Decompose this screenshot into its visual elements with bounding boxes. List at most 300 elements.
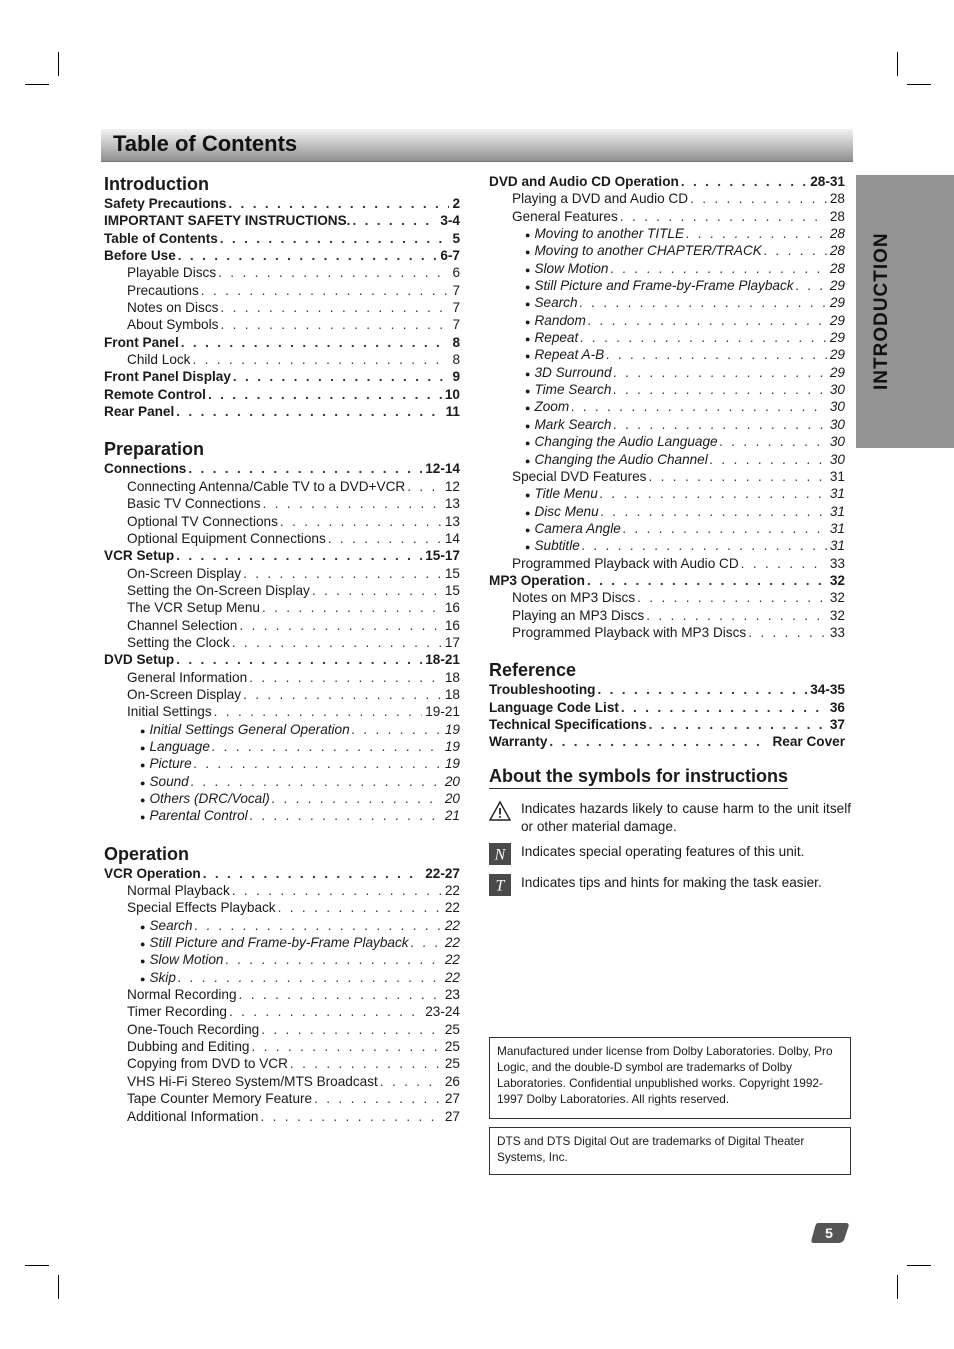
dot-leader bbox=[612, 416, 827, 433]
dot-leader bbox=[201, 865, 423, 882]
note-n-icon bbox=[489, 843, 511, 865]
toc-entry[interactable] bbox=[104, 634, 460, 651]
toc-entry-page: 22 bbox=[444, 935, 460, 951]
toc-entry-title: VHS Hi-Fi Stereo System/MTS Broadcast bbox=[127, 1073, 378, 1089]
dot-leader bbox=[646, 468, 826, 485]
toc-entry-title-wrap bbox=[489, 716, 647, 733]
toc-entry[interactable] bbox=[104, 351, 460, 368]
toc-entry[interactable] bbox=[104, 899, 460, 916]
toc-entry-title: Language bbox=[149, 738, 210, 754]
toc-entry-title-wrap bbox=[512, 607, 644, 624]
toc-entry-page: 18-21 bbox=[425, 652, 460, 668]
toc-entry-title-wrap bbox=[140, 951, 223, 968]
toc-entry[interactable] bbox=[104, 651, 460, 668]
toc-entry-page: 22 bbox=[444, 883, 460, 899]
toc-entry-page: 36 bbox=[829, 699, 845, 715]
dot-leader bbox=[644, 607, 827, 624]
toc-entry[interactable] bbox=[104, 478, 460, 495]
dot-leader bbox=[179, 334, 450, 351]
toc-entry[interactable] bbox=[489, 190, 845, 207]
toc-entry[interactable] bbox=[104, 247, 460, 264]
toc-entry-title-wrap bbox=[127, 582, 310, 599]
dot-leader bbox=[241, 686, 442, 703]
toc-entry-title-wrap bbox=[127, 634, 230, 651]
toc-entry-page: 32 bbox=[829, 590, 845, 606]
toc-entry-title: Changing the Audio Channel bbox=[534, 451, 708, 467]
toc-entry[interactable] bbox=[489, 451, 845, 468]
toc-entry-title-wrap bbox=[489, 681, 595, 698]
dot-leader bbox=[679, 173, 807, 190]
toc-entry-title: Mark Search bbox=[534, 416, 612, 432]
toc-entry-page: 8 bbox=[452, 352, 460, 368]
dot-leader bbox=[190, 351, 449, 368]
toc-entry[interactable] bbox=[104, 599, 460, 616]
dot-leader bbox=[247, 669, 442, 686]
toc-entry-page: 6-7 bbox=[440, 248, 460, 264]
toc-entry-title: Search bbox=[534, 295, 578, 311]
toc-entry-title-wrap bbox=[127, 513, 278, 530]
tip-t-icon bbox=[489, 874, 511, 896]
toc-entry[interactable] bbox=[104, 212, 460, 229]
toc-entry[interactable] bbox=[489, 607, 845, 624]
toc-entry-page: 30 bbox=[829, 416, 845, 432]
dot-leader bbox=[218, 299, 449, 316]
toc-entry-title-wrap bbox=[525, 260, 608, 277]
dot-leader bbox=[585, 572, 827, 589]
toc-entry-title: Search bbox=[149, 917, 193, 933]
dts-notice: DTS and DTS Digital Out are trademarks of Digital Theater Systems, Inc. bbox=[489, 1127, 851, 1175]
toc-entry-title: Safety Precautions bbox=[104, 196, 227, 211]
toc-entry[interactable] bbox=[104, 1003, 460, 1020]
toc-entry[interactable] bbox=[104, 807, 460, 824]
toc-entry[interactable] bbox=[489, 329, 845, 346]
toc-entry-title: Remote Control bbox=[104, 386, 206, 402]
svg-text:N: N bbox=[494, 846, 506, 864]
toc-entry-page: 37 bbox=[829, 716, 845, 732]
toc-entry-title: Still Picture and Frame-by-Frame Playback bbox=[534, 278, 794, 294]
toc-entry-title-wrap bbox=[140, 755, 192, 772]
toc-entry-page: 32 bbox=[829, 572, 845, 588]
toc-entry[interactable] bbox=[104, 1055, 460, 1072]
toc-entry[interactable] bbox=[104, 368, 460, 385]
bullet-icon: ● bbox=[140, 812, 146, 823]
crop-mark bbox=[907, 84, 931, 85]
toc-entry-title-wrap bbox=[127, 986, 237, 1003]
toc-entry[interactable] bbox=[489, 555, 845, 572]
toc-entry[interactable] bbox=[489, 277, 845, 294]
toc-entry[interactable] bbox=[104, 264, 460, 281]
toc-entry-title: Before Use bbox=[104, 248, 176, 264]
bullet-icon: ● bbox=[525, 351, 531, 362]
toc-entry[interactable] bbox=[104, 403, 460, 420]
toc-entry-title-wrap bbox=[512, 589, 635, 606]
toc-entry-page: 30 bbox=[829, 399, 845, 415]
bullet-icon: ● bbox=[525, 403, 531, 414]
bullet-icon: ● bbox=[140, 973, 146, 984]
toc-entry[interactable] bbox=[104, 882, 460, 899]
dot-leader bbox=[608, 260, 826, 277]
dot-leader bbox=[684, 225, 827, 242]
toc-entry[interactable] bbox=[489, 733, 845, 750]
toc-entry-page: 10 bbox=[444, 386, 460, 402]
toc-entry[interactable] bbox=[104, 738, 460, 755]
dot-leader bbox=[326, 530, 442, 547]
toc-entry-page: 15-17 bbox=[425, 548, 460, 564]
toc-entry[interactable] bbox=[104, 316, 460, 333]
toc-entry-title-wrap bbox=[525, 346, 604, 363]
toc-entry-page: 12 bbox=[444, 478, 460, 494]
toc-entry[interactable] bbox=[104, 917, 460, 934]
toc-entry[interactable] bbox=[489, 225, 845, 242]
toc-entry-page: 12-14 bbox=[425, 461, 460, 477]
section-gap bbox=[104, 825, 460, 843]
toc-entry[interactable] bbox=[104, 282, 460, 299]
toc-entry[interactable] bbox=[104, 617, 460, 634]
dot-leader bbox=[260, 599, 442, 616]
toc-entry[interactable] bbox=[489, 520, 845, 537]
toc-entry[interactable] bbox=[489, 416, 845, 433]
dot-leader bbox=[794, 277, 827, 294]
page-title: Table of Contents bbox=[113, 131, 298, 156]
dot-leader bbox=[405, 478, 442, 495]
toc-entry-title-wrap bbox=[525, 451, 708, 468]
toc-entry-page: 29 bbox=[829, 330, 845, 346]
dot-leader bbox=[230, 634, 442, 651]
dot-leader bbox=[258, 1108, 441, 1125]
bullet-icon: ● bbox=[140, 742, 146, 753]
toc-entry-title: Copying from DVD to VCR bbox=[127, 1056, 288, 1072]
toc-entry[interactable] bbox=[489, 468, 845, 485]
toc-entry[interactable] bbox=[104, 334, 460, 351]
bullet-icon: ● bbox=[525, 490, 531, 501]
toc-entry[interactable] bbox=[489, 681, 845, 698]
toc-entry-title: Changing the Audio Language bbox=[534, 434, 718, 450]
toc-entry-page: 19 bbox=[444, 721, 460, 737]
toc-entry-title: Still Picture and Frame-by-Frame Playback bbox=[149, 935, 409, 951]
crop-mark bbox=[58, 1275, 59, 1299]
toc-entry[interactable] bbox=[489, 260, 845, 277]
toc-entry-title-wrap bbox=[104, 334, 179, 351]
dot-leader bbox=[310, 582, 442, 599]
toc-entry-title: One-Touch Recording bbox=[127, 1021, 260, 1037]
toc-entry[interactable] bbox=[104, 986, 460, 1003]
crop-mark bbox=[897, 1275, 898, 1299]
toc-entry[interactable] bbox=[104, 951, 460, 968]
toc-entry[interactable] bbox=[104, 669, 460, 686]
toc-entry-title-wrap bbox=[525, 242, 762, 259]
dot-leader bbox=[176, 247, 438, 264]
toc-entry-page: 6 bbox=[452, 265, 460, 281]
toc-entry[interactable] bbox=[104, 703, 460, 720]
bullet-icon: ● bbox=[525, 524, 531, 535]
toc-entry[interactable] bbox=[104, 195, 460, 212]
toc-entry[interactable] bbox=[489, 537, 845, 554]
toc-entry-page: 28 bbox=[829, 191, 845, 207]
dot-leader bbox=[174, 547, 422, 564]
toc-entry[interactable] bbox=[104, 230, 460, 247]
dot-leader bbox=[578, 294, 827, 311]
toc-entry-title: Technical Specifications bbox=[489, 716, 647, 732]
toc-entry-page: 31 bbox=[829, 503, 845, 519]
bullet-icon: ● bbox=[525, 368, 531, 379]
toc-entry-title: Time Search bbox=[534, 382, 612, 398]
dot-leader bbox=[210, 738, 442, 755]
toc-entry[interactable] bbox=[489, 364, 845, 381]
toc-entry[interactable] bbox=[104, 1021, 460, 1038]
section-heading: Operation bbox=[104, 843, 190, 864]
toc-entry-page: 26 bbox=[444, 1073, 460, 1089]
toc-entry-title: Sound bbox=[149, 773, 189, 789]
toc-entry-page: 23-24 bbox=[425, 1004, 460, 1020]
toc-entry-title-wrap bbox=[140, 917, 193, 934]
toc-entry-title-wrap bbox=[104, 212, 350, 229]
bullet-icon: ● bbox=[525, 542, 531, 553]
toc-entry-title-wrap bbox=[127, 617, 237, 634]
toc-entry-title-wrap bbox=[127, 1003, 227, 1020]
toc-entry-title: Front Panel Display bbox=[104, 369, 231, 385]
toc-entry-title: Title Menu bbox=[534, 486, 598, 502]
toc-entry[interactable] bbox=[489, 346, 845, 363]
toc-entry-title-wrap bbox=[525, 364, 612, 381]
toc-entry-title: Programmed Playback with MP3 Discs bbox=[512, 624, 747, 640]
dot-leader bbox=[578, 329, 827, 346]
toc-entry[interactable] bbox=[104, 721, 460, 738]
toc-entry-title: Connecting Antenna/Cable TV to a DVD+VCR bbox=[127, 478, 406, 494]
toc-entry-page: 16 bbox=[444, 617, 460, 633]
dot-leader bbox=[288, 1055, 442, 1072]
bullet-icon: ● bbox=[525, 455, 531, 466]
toc-entry-title: Table of Contents bbox=[104, 230, 218, 246]
toc-entry[interactable] bbox=[489, 485, 845, 502]
toc-entry-page: 30 bbox=[829, 451, 845, 467]
dot-leader bbox=[619, 699, 827, 716]
toc-entry-page: 28 bbox=[829, 208, 845, 224]
toc-entry-page: 31 bbox=[829, 538, 845, 554]
toc-entry-title-wrap bbox=[127, 882, 230, 899]
toc-entry[interactable] bbox=[489, 398, 845, 415]
toc-entry[interactable] bbox=[104, 1038, 460, 1055]
dot-leader bbox=[199, 282, 450, 299]
dot-leader bbox=[604, 346, 827, 363]
toc-entry-title-wrap bbox=[127, 264, 216, 281]
toc-entry-title-wrap bbox=[140, 773, 189, 790]
toc-entry-title: Repeat bbox=[534, 330, 579, 346]
toc-entry-title-wrap bbox=[104, 403, 174, 420]
toc-entry[interactable] bbox=[104, 969, 460, 986]
toc-entry-title-wrap bbox=[104, 547, 174, 564]
dot-leader bbox=[599, 503, 827, 520]
toc-entry-page: 29 bbox=[829, 364, 845, 380]
toc-entry[interactable] bbox=[104, 1108, 460, 1125]
crop-mark bbox=[907, 1265, 931, 1266]
dolby-notice: Manufactured under license from Dolby Laboratories. Dolby, Pro Logic, and the double-D symbol are trademarks of Dolby Laboratories. Confidential unpublished works. Copyright 1992-1997 Dolby Laboratories. All rights reserved. bbox=[489, 1037, 851, 1119]
toc-entry-title-wrap bbox=[104, 651, 174, 668]
toc-entry-title: DVD Setup bbox=[104, 652, 175, 668]
dot-leader bbox=[595, 681, 807, 698]
toc-entry-title-wrap bbox=[525, 503, 599, 520]
toc-entry-title: Normal Playback bbox=[127, 883, 230, 899]
toc-entry[interactable] bbox=[489, 433, 845, 450]
toc-entry-title-wrap bbox=[127, 495, 261, 512]
toc-entry-page: 9 bbox=[452, 369, 460, 385]
toc-entry[interactable] bbox=[489, 312, 845, 329]
toc-entry-title: Parental Control bbox=[149, 808, 248, 824]
toc-entry-page: 29 bbox=[829, 347, 845, 363]
toc-entry-page: 19-21 bbox=[425, 704, 460, 720]
dot-leader bbox=[350, 212, 437, 229]
toc-entry-title: On-Screen Display bbox=[127, 565, 242, 581]
toc-entry[interactable] bbox=[489, 173, 845, 190]
toc-entry-page: 22 bbox=[444, 900, 460, 916]
dot-leader bbox=[192, 755, 442, 772]
dot-leader bbox=[621, 520, 827, 537]
toc-entry-page: 29 bbox=[829, 312, 845, 328]
toc-entry-title-wrap bbox=[525, 329, 578, 346]
toc-entry[interactable] bbox=[104, 773, 460, 790]
section-heading: Introduction bbox=[104, 174, 209, 194]
toc-entry[interactable] bbox=[104, 934, 460, 951]
toc-entry-title-wrap bbox=[525, 537, 580, 554]
toc-entry[interactable] bbox=[104, 865, 460, 882]
toc-entry-title: Notes on Discs bbox=[127, 300, 219, 316]
toc-entry-page: 18 bbox=[444, 669, 460, 685]
toc-entry-title-wrap bbox=[140, 721, 350, 738]
toc-entry-title-wrap bbox=[127, 1090, 312, 1107]
dot-leader bbox=[218, 230, 450, 247]
toc-entry-page: 19 bbox=[444, 738, 460, 754]
toc-entry-page: Rear Cover bbox=[772, 734, 845, 750]
toc-entry-title-wrap bbox=[127, 669, 247, 686]
toc-entry-title-wrap bbox=[104, 386, 206, 403]
toc-entry-title: Slow Motion bbox=[149, 952, 224, 968]
crop-mark bbox=[25, 1265, 49, 1266]
toc-entry[interactable] bbox=[104, 686, 460, 703]
toc-entry[interactable] bbox=[489, 294, 845, 311]
toc-entry-title: Troubleshooting bbox=[489, 682, 596, 698]
crop-mark bbox=[897, 52, 898, 76]
bullet-icon: ● bbox=[525, 507, 531, 518]
page-number-badge bbox=[810, 1222, 850, 1244]
toc-entry[interactable] bbox=[489, 242, 845, 259]
toc-entry[interactable] bbox=[104, 755, 460, 772]
toc-entry-page: 31 bbox=[829, 520, 845, 536]
toc-entry-title: Tape Counter Memory Feature bbox=[127, 1091, 313, 1107]
symbol-text: Indicates hazards likely to cause harm to the unit itself or other material damage. bbox=[521, 801, 851, 834]
toc-entry-title: Dubbing and Editing bbox=[127, 1039, 250, 1055]
symbol-text: Indicates tips and hints for making the task easier. bbox=[521, 875, 822, 890]
dot-leader bbox=[618, 208, 827, 225]
toc-entry[interactable] bbox=[104, 386, 460, 403]
toc-entry-title-wrap bbox=[489, 699, 619, 716]
toc-entry[interactable] bbox=[104, 1090, 460, 1107]
svg-text:T: T bbox=[495, 877, 505, 895]
bullet-icon: ● bbox=[140, 777, 146, 788]
crop-mark bbox=[25, 84, 49, 85]
toc-entry-title-wrap bbox=[140, 969, 176, 986]
toc-entry[interactable] bbox=[104, 530, 460, 547]
toc-entry-title: DVD and Audio CD Operation bbox=[489, 174, 679, 189]
toc-entry-title: Precautions bbox=[127, 282, 199, 298]
toc-entry[interactable] bbox=[104, 582, 460, 599]
toc-entry-title: Additional Information bbox=[127, 1108, 259, 1124]
section-tab bbox=[856, 175, 954, 448]
toc-entry-title-wrap bbox=[140, 934, 409, 951]
toc-entry-title-wrap bbox=[127, 299, 218, 316]
dot-leader bbox=[261, 495, 442, 512]
toc-entry[interactable] bbox=[489, 572, 845, 589]
toc-entry[interactable] bbox=[104, 565, 460, 582]
toc-entry-page: 16 bbox=[444, 600, 460, 616]
toc-entry-title-wrap bbox=[512, 624, 746, 641]
toc-entry-title: Child Lock bbox=[127, 352, 191, 368]
toc-entry[interactable] bbox=[489, 716, 845, 733]
toc-entry-title: Moving to another TITLE bbox=[534, 226, 685, 242]
toc-entry-title: Special Effects Playback bbox=[127, 900, 276, 916]
toc-entry-title-wrap bbox=[489, 733, 547, 750]
toc-entry[interactable] bbox=[489, 589, 845, 606]
toc-entry[interactable] bbox=[104, 513, 460, 530]
dot-leader bbox=[278, 513, 442, 530]
bullet-icon: ● bbox=[525, 247, 531, 258]
toc-entry-page: 2 bbox=[452, 196, 460, 211]
toc-entry[interactable] bbox=[104, 495, 460, 512]
toc-entry[interactable] bbox=[489, 624, 845, 641]
bullet-icon: ● bbox=[140, 795, 146, 805]
toc-entry[interactable] bbox=[104, 299, 460, 316]
toc-entry-page: 7 bbox=[452, 317, 460, 333]
dot-leader bbox=[612, 364, 827, 381]
toc-entry-title: Timer Recording bbox=[127, 1004, 227, 1020]
dot-leader bbox=[241, 565, 442, 582]
toc-entry-title: Zoom bbox=[534, 399, 570, 415]
symbol-text: Indicates special operating features of this unit. bbox=[521, 844, 805, 859]
toc-entry-page: 22 bbox=[444, 969, 460, 985]
toc-entry-title: 3D Surround bbox=[534, 364, 612, 380]
toc-entry[interactable] bbox=[489, 699, 845, 716]
toc-entry-title-wrap bbox=[512, 208, 618, 225]
toc-entry[interactable] bbox=[489, 503, 845, 520]
toc-entry-title-wrap bbox=[104, 460, 186, 477]
toc-entry-title-wrap bbox=[104, 368, 231, 385]
toc-entry[interactable] bbox=[104, 460, 460, 477]
bullet-icon: ● bbox=[140, 760, 146, 771]
warning-triangle-icon bbox=[489, 800, 511, 822]
dot-leader bbox=[611, 381, 827, 398]
toc-entry-page: 28 bbox=[829, 260, 845, 276]
dot-leader bbox=[174, 403, 442, 420]
dot-leader bbox=[718, 433, 827, 450]
dot-leader bbox=[193, 917, 442, 934]
toc-left-column bbox=[104, 173, 460, 1125]
toc-entry-title-wrap bbox=[104, 865, 201, 882]
toc-entry-title-wrap bbox=[127, 530, 326, 547]
toc-entry[interactable] bbox=[104, 790, 460, 807]
dot-leader bbox=[586, 312, 827, 329]
toc-entry-title-wrap bbox=[127, 599, 260, 616]
toc-entry-page: 25 bbox=[444, 1021, 460, 1037]
toc-entry-title-wrap bbox=[512, 190, 688, 207]
toc-entry[interactable] bbox=[104, 1073, 460, 1090]
toc-entry-title-wrap bbox=[127, 899, 276, 916]
dot-leader bbox=[231, 368, 450, 385]
toc-entry[interactable] bbox=[489, 208, 845, 225]
toc-entry-title: Initial Settings General Operation bbox=[149, 721, 350, 737]
toc-entry-title: Rear Panel bbox=[104, 404, 175, 420]
bullet-icon: ● bbox=[525, 316, 531, 327]
symbols-heading: About the symbols for instructions bbox=[489, 766, 788, 789]
toc-entry[interactable] bbox=[489, 381, 845, 398]
toc-entry[interactable] bbox=[104, 547, 460, 564]
